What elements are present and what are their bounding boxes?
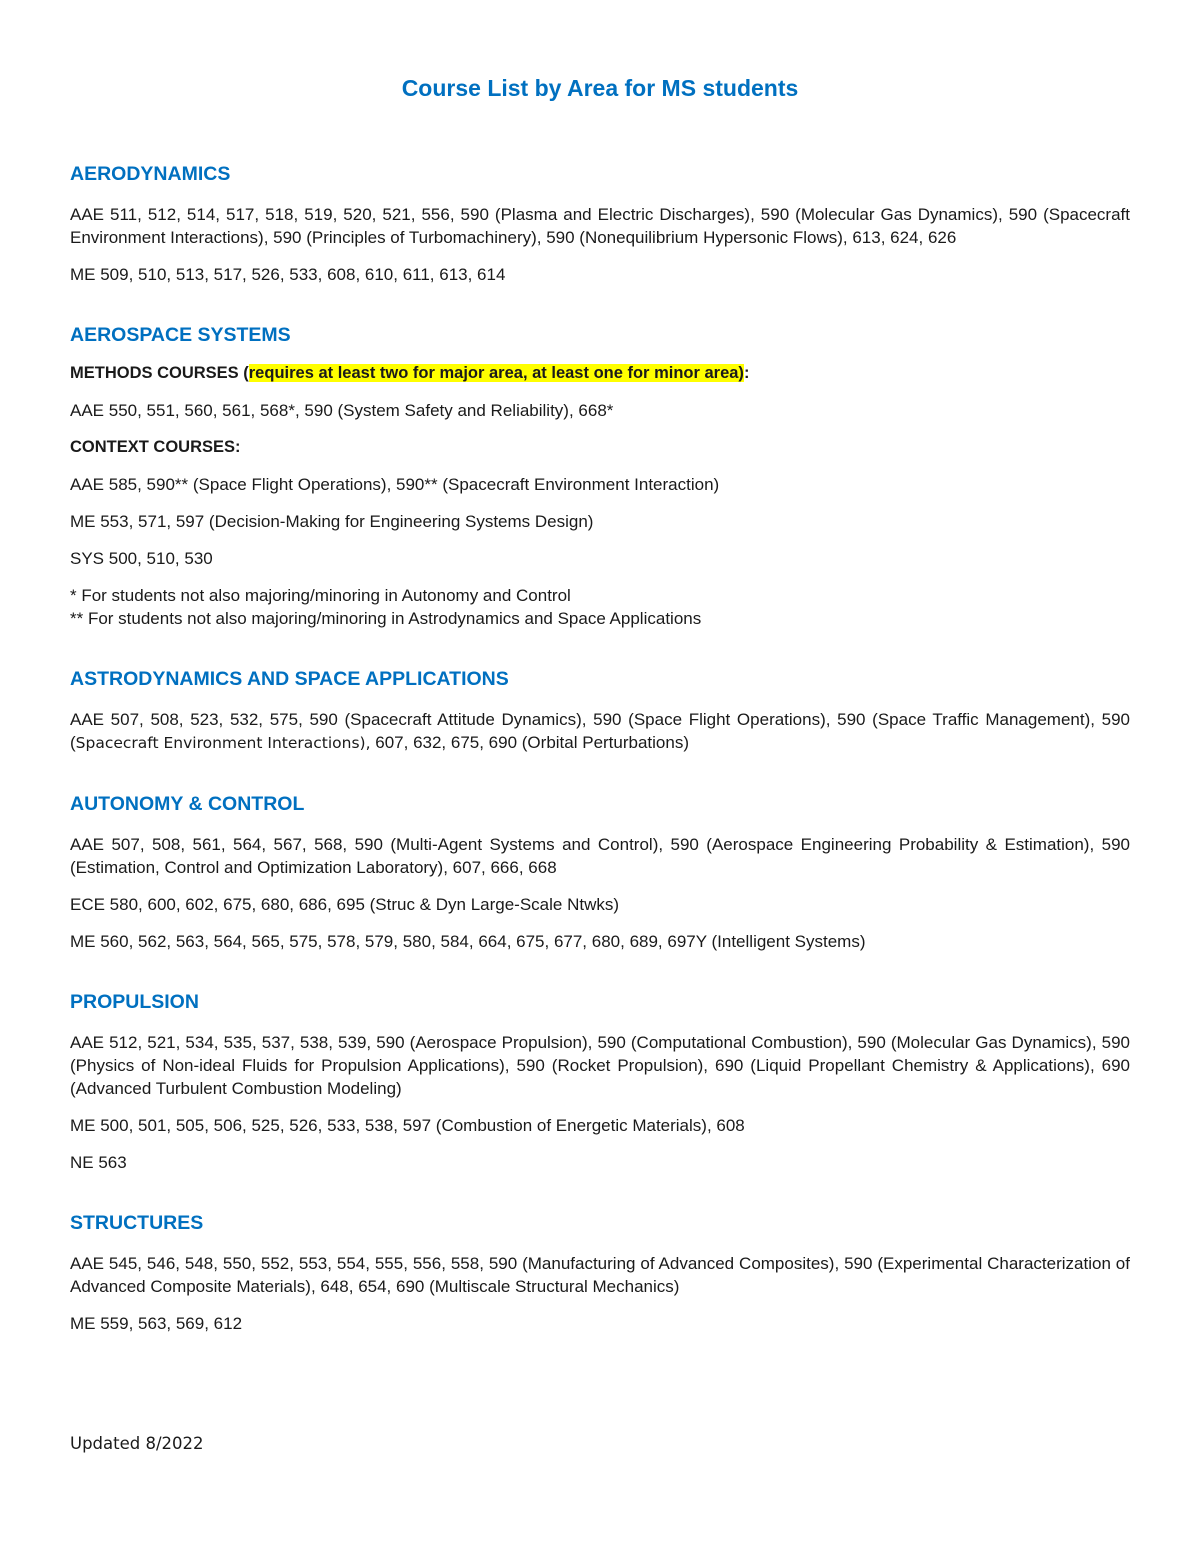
section-heading: STRUCTURES bbox=[70, 1212, 204, 1234]
aae-text-part2: Spacecraft Environment Interactions), bbox=[75, 734, 371, 752]
section-autonomy-control bbox=[70, 792, 1130, 953]
methods-label-text: METHODS COURSES ( bbox=[70, 364, 249, 382]
section-heading: AUTONOMY & CONTROL bbox=[70, 793, 305, 815]
course-list-me: ME 500, 501, 505, 506, 525, 526, 533, 538, 597 (Combustion of Energetic Materials), 608 bbox=[70, 1116, 745, 1135]
course-list-ece: ECE 580, 600, 602, 675, 680, 686, 695 (Struc & Dyn Large-Scale Ntwks) bbox=[70, 895, 620, 914]
course-list-me: ME 559, 563, 569, 612 bbox=[70, 1314, 243, 1333]
course-list-aae bbox=[70, 708, 1130, 755]
course-list-aae: AAE 507, 508, 561, 564, 567, 568, 590 (Multi-Agent Systems and Control), 590 (Aerospace Engineering Probability & Estimation), 590 (Estimation, Control and Optimization Laboratory), 607, 666, 668 bbox=[70, 835, 1130, 877]
section-heading: AERODYNAMICS bbox=[70, 163, 231, 185]
methods-requirement-highlight: requires at least two for major area, at least one for minor area) bbox=[248, 364, 744, 382]
course-list-aae: AAE 512, 521, 534, 535, 537, 538, 539, 590 (Aerospace Propulsion), 590 (Computational Combustion), 590 (Molecular Gas Dynamics), 590 (Physics of Non-ideal Fluids for Propulsion Applications), 590 (Rocket Propulsion), 690 (Liquid Propellant Chemistry & Applications), 690 (Advanced Turbulent Combustion Modeling) bbox=[70, 1033, 1130, 1098]
course-list-aae: AAE 511, 512, 514, 517, 518, 519, 520, 521, 556, 590 (Plasma and Electric Discharges), 590 (Molecular Gas Dynamics), 590 (Spacecraft Environment Interactions), 590 (Principles of Turbomachinery), 590 (Nonequilibrium Hypersonic Flows), 613, 624, 626 bbox=[70, 205, 1130, 247]
section-astrodynamics bbox=[70, 667, 1130, 755]
section-propulsion bbox=[70, 990, 1130, 1174]
section-aerodynamics bbox=[70, 162, 1130, 286]
section-aerospace-systems bbox=[70, 323, 1130, 630]
course-list-aae-methods: AAE 550, 551, 560, 561, 568*, 590 (System Safety and Reliability), 668* bbox=[70, 401, 614, 420]
page-title: Course List by Area for MS students bbox=[401, 75, 799, 101]
section-structures bbox=[70, 1211, 1130, 1335]
course-list-me: ME 509, 510, 513, 517, 526, 533, 608, 610, 611, 613, 614 bbox=[70, 265, 506, 284]
document-page bbox=[70, 0, 1130, 1335]
course-list-sys-context: SYS 500, 510, 530 bbox=[70, 549, 213, 568]
course-list-aae: AAE 545, 546, 548, 550, 552, 553, 554, 555, 556, 558, 590 (Manufacturing of Advanced Composites), 590 (Experimental Characterization of Advanced Composite Materials), 648, 654, 690 (Multiscale Structural Mechanics) bbox=[70, 1254, 1130, 1296]
methods-colon: : bbox=[743, 364, 750, 382]
section-heading: PROPULSION bbox=[70, 991, 199, 1013]
course-list-ne: NE 563 bbox=[70, 1153, 127, 1172]
section-heading: ASTRODYNAMICS AND SPACE APPLICATIONS bbox=[70, 668, 509, 690]
aae-text-part1: AAE 507, 508, 523, 532, 575, 590 (Spacecraft Attitude Dynamics), 590 (Space Flight Operations), 590 (Space Traffic Management), 590 ( bbox=[70, 710, 1130, 752]
course-list-aae-context: AAE 585, 590** (Space Flight Operations), 590** (Spacecraft Environment Interaction) bbox=[70, 475, 720, 494]
updated-date-footer: Updated 8/2022 bbox=[70, 1434, 204, 1453]
aae-text-part3: 607, 632, 675, 690 (Orbital Perturbations) bbox=[370, 733, 689, 752]
footnote-2: ** For students not also majoring/minoring in Astrodynamics and Space Applications bbox=[70, 609, 702, 628]
section-heading: AEROSPACE SYSTEMS bbox=[70, 324, 291, 346]
footnote-1: * For students not also majoring/minoring in Autonomy and Control bbox=[70, 586, 571, 605]
course-list-me-context: ME 553, 571, 597 (Decision-Making for Engineering Systems Design) bbox=[70, 512, 594, 531]
methods-courses-label bbox=[70, 362, 1130, 385]
context-courses-label: CONTEXT COURSES: bbox=[70, 438, 241, 456]
course-list-me: ME 560, 562, 563, 564, 565, 575, 578, 579, 580, 584, 664, 675, 677, 680, 689, 697Y (Intelligent Systems) bbox=[70, 932, 866, 951]
